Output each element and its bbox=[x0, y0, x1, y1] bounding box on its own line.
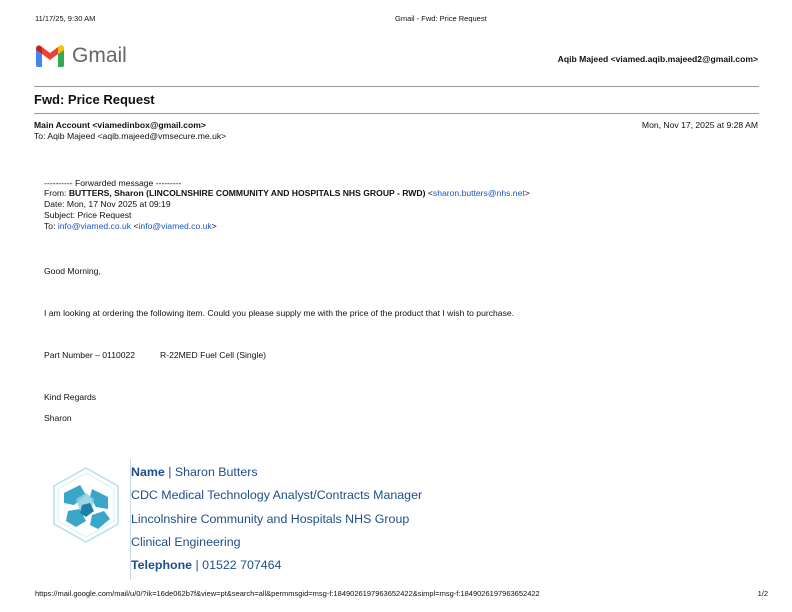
print-datetime: 11/17/25, 9:30 AM bbox=[35, 14, 96, 23]
signature-name-value: Sharon Butters bbox=[174, 465, 258, 479]
signature-phone-value: 01522 707464 bbox=[202, 558, 282, 572]
signature-department: Clinical Engineering bbox=[131, 535, 241, 549]
email-to: To: Aqib Majeed <aqib.majeed@vmsecure.me.uk> bbox=[34, 131, 227, 141]
divider bbox=[34, 86, 759, 87]
forwarded-from-label: From: bbox=[44, 188, 67, 198]
signature-name-line: Name | Sharon Butters bbox=[131, 465, 258, 479]
signature-organization: Lincolnshire Community and Hospitals NHS Group bbox=[131, 512, 410, 526]
body-request: I am looking at ordering the following item. Could you please supply me with the price of the product that I wish to purchase. bbox=[44, 308, 515, 318]
email-subject: Fwd: Price Request bbox=[34, 92, 155, 107]
signature-title: CDC Medical Technology Analyst/Contracts Manager bbox=[131, 488, 423, 502]
forwarded-marker: ---------- Forwarded message --------- bbox=[44, 178, 182, 188]
gmail-logo-icon bbox=[34, 44, 66, 68]
forwarded-to-label: To: bbox=[44, 221, 56, 231]
print-page-number: 1/2 bbox=[757, 589, 768, 598]
signature-phone-line: Telephone | 01522 707464 bbox=[131, 558, 282, 572]
forwarded-to-email-link[interactable]: info@viamed.co.uk bbox=[57, 221, 132, 231]
print-footer-url: https://mail.google.com/mail/u/0/?ik=16de062b7f&view=pt&search=all&permmsgid=msg-f:1849026197963652422&simpl=msg-f:1849026197963652422 bbox=[35, 589, 540, 598]
signature-divider bbox=[130, 459, 131, 580]
print-page-title: Gmail - Fwd: Price Request bbox=[395, 14, 487, 23]
body-sender-name: Sharon bbox=[44, 413, 72, 423]
forwarded-from-name: BUTTERS, Sharon (LINCOLNSHIRE COMMUNITY AND HOSPITALS NHS GROUP - RWD) bbox=[68, 188, 426, 198]
forwarded-from: From: BUTTERS, Sharon (LINCOLNSHIRE COMMUNITY AND HOSPITALS NHS GROUP - RWD) <sharon.butters@nhs.net> bbox=[44, 188, 530, 198]
body-greeting: Good Morning, bbox=[44, 266, 101, 276]
gmail-logo-text: Gmail bbox=[72, 44, 127, 67]
signature-name-label: Name bbox=[131, 465, 165, 479]
divider bbox=[34, 113, 759, 114]
email-from bbox=[34, 120, 206, 130]
forwarded-from-email-link[interactable]: sharon.butters@nhs.net bbox=[432, 188, 525, 198]
body-part-number: Part Number – 0110022 bbox=[44, 350, 136, 360]
forwarded-to: To: info@viamed.co.uk <info@viamed.co.uk> bbox=[44, 221, 217, 231]
forwarded-to-email-link-2[interactable]: info@viamed.co.uk bbox=[138, 221, 212, 231]
body-closing: Kind Regards bbox=[44, 392, 97, 402]
account-identity: Aqib Majeed <viamed.aqib.majeed2@gmail.com> bbox=[557, 54, 758, 64]
body-part-description: R-22MED Fuel Cell (Single) bbox=[160, 350, 267, 360]
organization-logo-icon bbox=[46, 465, 126, 545]
forwarded-subject: Subject: Price Request bbox=[44, 210, 132, 220]
email-date: Mon, Nov 17, 2025 at 9:28 AM bbox=[641, 120, 758, 130]
email-from-text: Main Account <viamedinbox@gmail.com> bbox=[34, 120, 206, 130]
forwarded-date: Date: Mon, 17 Nov 2025 at 09:19 bbox=[44, 199, 171, 209]
signature-phone-label: Telephone bbox=[131, 558, 193, 572]
